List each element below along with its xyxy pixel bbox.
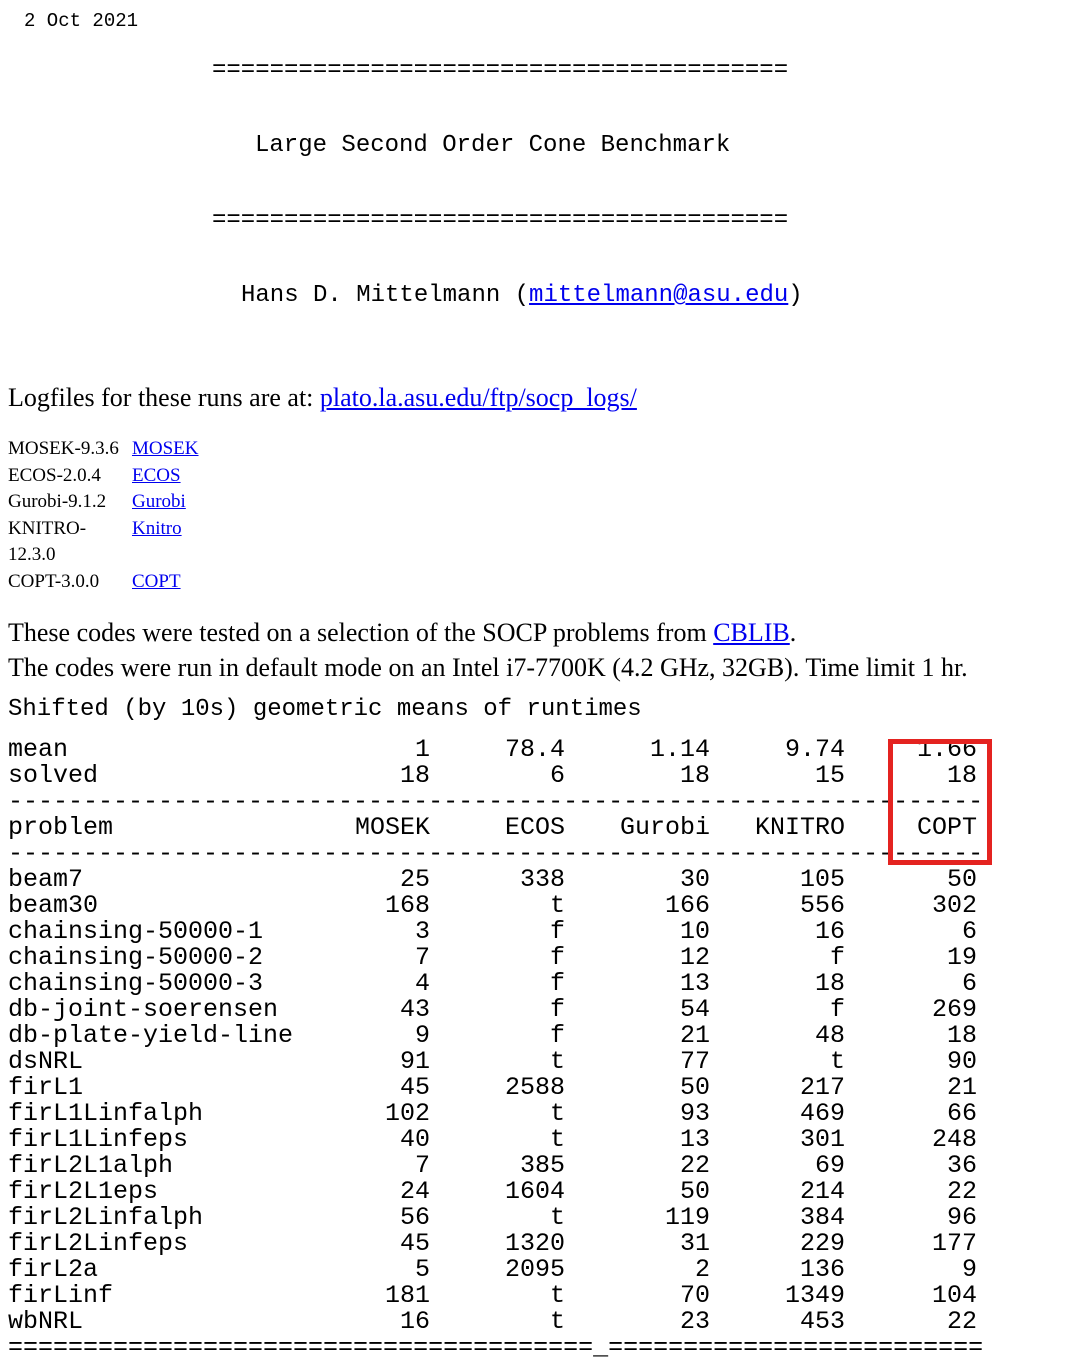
solver-link[interactable]: COPT	[132, 570, 181, 592]
solver-row	[8, 463, 1080, 490]
gurobi-value: 12	[679, 943, 710, 972]
gurobi-value: 54	[679, 995, 710, 1024]
ecos-value: f	[549, 917, 565, 946]
mosek-value: 9	[414, 1021, 430, 1050]
gurobi-value: 1.14	[649, 735, 710, 764]
gurobi-value: 166	[664, 891, 710, 920]
knitro-value: 105	[799, 865, 845, 894]
summary-label: solved	[8, 761, 99, 790]
mosek-value: 181	[384, 1281, 430, 1310]
gurobi-value: 13	[679, 1125, 710, 1154]
header-cell-gurobi: Gurobi	[619, 813, 710, 842]
intro-line1-period: .	[789, 618, 797, 647]
separator-dashed: -----------------------------------------------------------------	[8, 789, 984, 815]
ecos-value: 385	[519, 1151, 565, 1180]
table-row	[8, 1179, 1000, 1205]
intro-paragraph	[8, 615, 1080, 685]
problem-name: firLinf	[8, 1281, 114, 1310]
solver-row	[8, 436, 1080, 463]
problem-name: beam7	[8, 865, 84, 894]
copt-value: 36	[946, 1151, 977, 1180]
knitro-value: 453	[799, 1307, 845, 1336]
knitro-value: 1349	[784, 1281, 845, 1310]
copt-value: 22	[946, 1177, 977, 1206]
ecos-value: 6	[549, 761, 565, 790]
problem-name: firL1	[8, 1073, 84, 1102]
intro-line-2: The codes were run in default mode on an Intel i7-7700K (4.2 GHz, 32GB). Time limit 1 hr.	[8, 653, 968, 682]
table-row	[8, 945, 1000, 971]
header-cell-knitro: KNITRO	[754, 813, 845, 842]
problem-name: firL1Linfeps	[8, 1125, 189, 1154]
author-name: Hans D. Mittelmann (	[241, 282, 530, 309]
gurobi-value: 50	[679, 1177, 710, 1206]
page-header	[8, 8, 1080, 358]
gurobi-value: 77	[679, 1047, 710, 1076]
header-cell-copt: COPT	[916, 813, 977, 842]
mosek-value: 18	[399, 761, 430, 790]
intro-line1-text: These codes were tested on a selection of the SOCP problems from	[8, 618, 714, 647]
mosek-value: 43	[399, 995, 430, 1024]
knitro-value: 48	[814, 1021, 845, 1050]
ecos-value: t	[549, 1047, 565, 1076]
table-row	[8, 867, 1000, 893]
mosek-value: 25	[399, 865, 430, 894]
problem-name: chainsing-50000-3	[8, 969, 264, 998]
separator-double-bottom: =======================================_=========================	[8, 1335, 984, 1361]
solver-link[interactable]: Gurobi	[132, 491, 186, 512]
copt-value: 96	[946, 1203, 977, 1232]
table-row	[8, 1023, 1000, 1049]
knitro-value: 136	[799, 1255, 845, 1284]
gurobi-value: 18	[679, 761, 710, 790]
ecos-value: 2095	[504, 1255, 565, 1284]
table-caption: Shifted (by 10s) geometric means of runtimes	[8, 696, 642, 723]
logfiles-link[interactable]: plato.la.asu.edu/ftp/socp_logs/	[319, 383, 637, 412]
intro-line-1	[8, 615, 1080, 650]
knitro-value: 18	[814, 969, 845, 998]
knitro-value: 301	[799, 1125, 845, 1154]
problem-name: chainsing-50000-2	[8, 943, 264, 972]
mosek-value: 40	[399, 1125, 430, 1154]
mosek-value: 1	[414, 735, 430, 764]
ecos-value: t	[549, 891, 565, 920]
solver-row	[8, 516, 1080, 569]
problem-name: firL2Linfeps	[8, 1229, 189, 1258]
table-row	[8, 1101, 1000, 1127]
summary-row	[8, 763, 1000, 789]
mosek-value: 16	[399, 1307, 430, 1336]
author-line	[212, 283, 803, 308]
ecos-value: 78.4	[504, 735, 565, 764]
copt-value: 269	[931, 995, 977, 1024]
table-row	[8, 1309, 1000, 1335]
mosek-value: 45	[399, 1073, 430, 1102]
problem-name: chainsing-50000-1	[8, 917, 264, 946]
problem-name: beam30	[8, 891, 99, 920]
knitro-value: 384	[799, 1203, 845, 1232]
knitro-value: 469	[799, 1099, 845, 1128]
copt-value: 9	[961, 1255, 977, 1284]
mosek-value: 24	[399, 1177, 430, 1206]
gurobi-value: 30	[679, 865, 710, 894]
header-cell-mosek: MOSEK	[354, 813, 430, 842]
copt-value: 22	[946, 1307, 977, 1336]
copt-value: 50	[946, 865, 977, 894]
knitro-value: 556	[799, 891, 845, 920]
table-row	[8, 1127, 1000, 1153]
problem-name: wbNRL	[8, 1307, 84, 1336]
copt-value: 6	[961, 917, 977, 946]
ecos-value: f	[549, 1021, 565, 1050]
solver-link[interactable]: Knitro	[132, 517, 182, 539]
page	[8, 8, 1080, 1361]
mosek-value: 3	[414, 917, 430, 946]
copt-value: 104	[931, 1281, 977, 1310]
title-rule-top: ========================================	[212, 57, 789, 84]
solver-link[interactable]: ECOS	[132, 464, 181, 486]
ecos-value: t	[549, 1281, 565, 1310]
mosek-value: 56	[399, 1203, 430, 1232]
table-row	[8, 1075, 1000, 1101]
table-row	[8, 919, 1000, 945]
knitro-value: 69	[814, 1151, 845, 1180]
title-block	[212, 8, 803, 358]
gurobi-value: 22	[679, 1151, 710, 1180]
ecos-value: f	[549, 943, 565, 972]
copt-value: 18	[946, 761, 977, 790]
problem-name: db-plate-yield-line	[8, 1021, 294, 1050]
problem-name: firL2a	[8, 1255, 99, 1284]
ecos-value: 2588	[504, 1073, 565, 1102]
copt-value: 302	[931, 891, 977, 920]
copt-value: 66	[946, 1099, 977, 1128]
copt-value: 1.66	[916, 735, 977, 764]
gurobi-value: 10	[679, 917, 710, 946]
mosek-value: 168	[384, 891, 430, 920]
ecos-value: 1604	[504, 1177, 565, 1206]
ecos-value: f	[549, 969, 565, 998]
copt-value: 6	[961, 969, 977, 998]
page-title: Large Second Order Cone Benchmark	[255, 132, 731, 159]
problem-name: db-joint-soerensen	[8, 995, 279, 1024]
solver-link[interactable]: MOSEK	[132, 438, 199, 459]
benchmark-table	[8, 737, 1000, 1361]
knitro-value: 15	[814, 761, 845, 790]
knitro-value: 229	[799, 1229, 845, 1258]
header-cell-problem: problem	[8, 813, 114, 842]
table-row	[8, 1049, 1000, 1075]
gurobi-value: 23	[679, 1307, 710, 1336]
solver-version: Gurobi-9.1.2	[8, 491, 107, 512]
table-row	[8, 1283, 1000, 1309]
logfiles-label: Logfiles for these runs are at:	[8, 383, 320, 412]
copt-value: 90	[946, 1047, 977, 1076]
table-header-row	[8, 815, 1000, 841]
mosek-value: 91	[399, 1047, 430, 1076]
knitro-value: 217	[799, 1073, 845, 1102]
mosek-value: 4	[414, 969, 430, 998]
mosek-value: 5	[414, 1255, 430, 1284]
ecos-value: t	[549, 1203, 565, 1232]
table-row	[8, 893, 1000, 919]
ecos-value: t	[549, 1307, 565, 1336]
table-row	[8, 1153, 1000, 1179]
table-row	[8, 1257, 1000, 1283]
knitro-value: 214	[799, 1177, 845, 1206]
knitro-value: 9.74	[784, 735, 845, 764]
title-rule-bottom: ========================================	[212, 207, 789, 234]
table-row	[8, 971, 1000, 997]
solver-version: COPT-3.0.0	[8, 570, 100, 592]
knitro-value: 16	[814, 917, 845, 946]
summary-row	[8, 737, 1000, 763]
problem-name: firL2Linfalph	[8, 1203, 204, 1232]
copt-value: 18	[946, 1021, 977, 1050]
problem-name: dsNRL	[8, 1047, 84, 1076]
logfiles-line	[8, 382, 1080, 414]
solver-row	[8, 489, 1080, 516]
copt-value: 177	[931, 1229, 977, 1258]
gurobi-value: 13	[679, 969, 710, 998]
gurobi-value: 31	[679, 1229, 710, 1258]
date-label: 2 Oct 2021	[24, 10, 139, 32]
knitro-value: f	[829, 943, 845, 972]
gurobi-value: 50	[679, 1073, 710, 1102]
ecos-value: t	[549, 1125, 565, 1154]
problem-name: firL1Linfalph	[8, 1099, 204, 1128]
mosek-value: 7	[414, 943, 430, 972]
table-row	[8, 1205, 1000, 1231]
solver-row	[8, 569, 1080, 596]
ecos-value: t	[549, 1099, 565, 1128]
table-row	[8, 1231, 1000, 1257]
solver-version: KNITRO-12.3.0	[8, 517, 87, 565]
mosek-value: 102	[384, 1099, 430, 1128]
solver-version: ECOS-2.0.4	[8, 464, 101, 486]
ecos-value: f	[549, 995, 565, 1024]
mosek-value: 7	[414, 1151, 430, 1180]
copt-value: 248	[931, 1125, 977, 1154]
knitro-value: f	[829, 995, 845, 1024]
knitro-value: t	[829, 1047, 845, 1076]
gurobi-value: 2	[694, 1255, 710, 1284]
copt-value: 21	[946, 1073, 977, 1102]
problem-name: firL2L1alph	[8, 1151, 174, 1180]
separator-dashed: -----------------------------------------------------------------	[8, 841, 984, 867]
gurobi-value: 93	[679, 1099, 710, 1128]
gurobi-value: 70	[679, 1281, 710, 1310]
ecos-value: 338	[519, 865, 565, 894]
mosek-value: 45	[399, 1229, 430, 1258]
problem-name: firL2L1eps	[8, 1177, 159, 1206]
header-cell-ecos: ECOS	[504, 813, 565, 842]
ecos-value: 1320	[504, 1229, 565, 1258]
cblib-link[interactable]: CBLIB	[713, 618, 790, 647]
author-suffix: )	[788, 282, 803, 309]
solver-version: MOSEK-9.3.6	[8, 438, 119, 459]
copt-value: 19	[946, 943, 977, 972]
summary-label: mean	[8, 735, 69, 764]
gurobi-value: 21	[679, 1021, 710, 1050]
table-row	[8, 997, 1000, 1023]
author-email-link[interactable]: mittelmann@asu.edu	[529, 282, 789, 309]
solver-list	[8, 436, 1080, 595]
gurobi-value: 119	[664, 1203, 710, 1232]
